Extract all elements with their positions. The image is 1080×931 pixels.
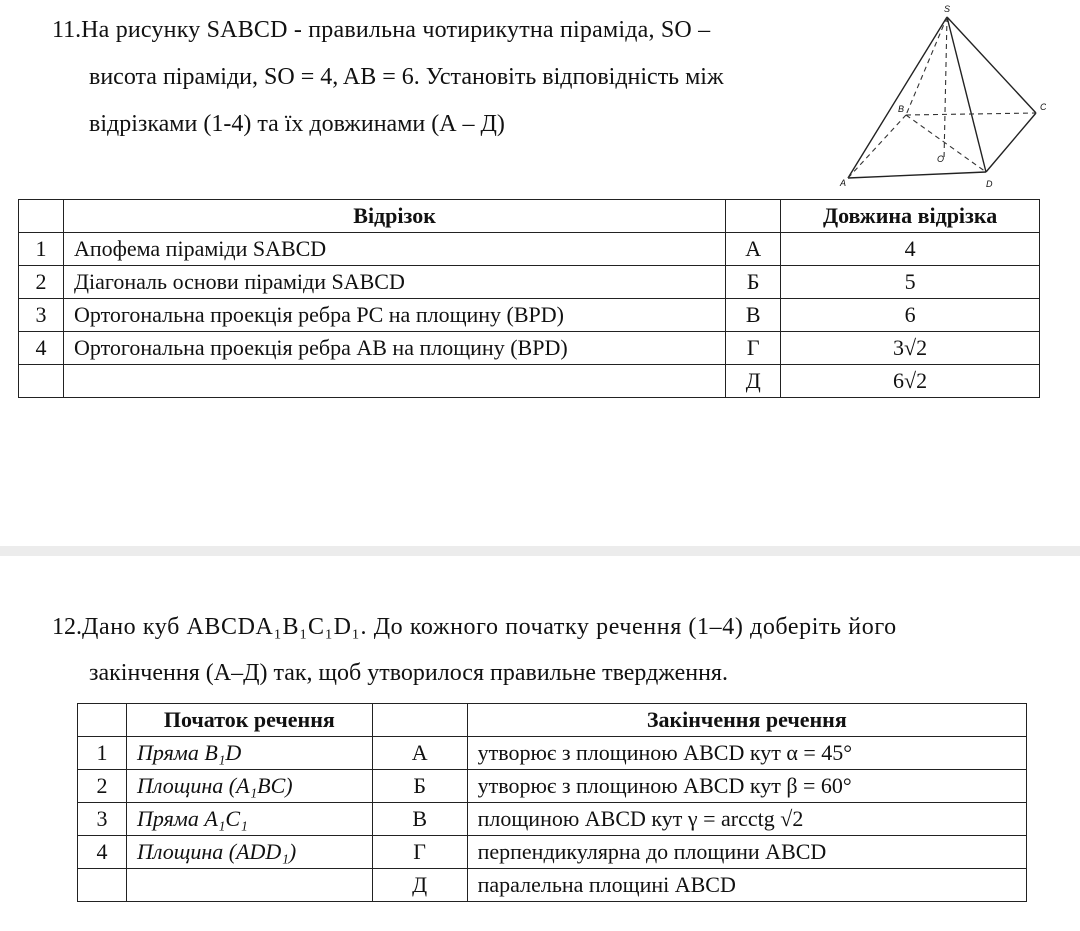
- row-number: 2: [78, 770, 127, 803]
- problem-11-line-2: висота піраміди, SO = 4, AB = 6. Установіть відповідність між: [89, 64, 724, 90]
- problem-11-number: 11.: [52, 17, 82, 43]
- table-row: [19, 266, 1040, 299]
- label-s: S: [944, 4, 951, 14]
- end-cell: утворює з площиною ABCD кут β = 60°: [467, 770, 1026, 803]
- table-row: [78, 836, 1027, 869]
- label-b: B: [898, 104, 905, 114]
- start-cell: Площина (A₁BC): [126, 770, 372, 803]
- letter-cell: А: [726, 233, 781, 266]
- table-row: [19, 299, 1040, 332]
- letter-cell: Д: [372, 869, 467, 902]
- length-cell: 6√2: [781, 365, 1040, 398]
- label-o: O: [937, 154, 945, 164]
- table-row: [78, 770, 1027, 803]
- row-number: [19, 365, 64, 398]
- length-cell: 5: [781, 266, 1040, 299]
- problem-11-line-1: [52, 13, 710, 47]
- label-d: D: [986, 179, 993, 189]
- length-cell: 4: [781, 233, 1040, 266]
- letter-cell: В: [372, 803, 467, 836]
- row-number: 3: [78, 803, 127, 836]
- segment-cell: Ортогональна проекція ребра AB на площину (BPD): [63, 332, 725, 365]
- problem-11-line-1-text: На рисунку SABCD - правильна чотирикутна піраміда, SO –: [81, 17, 711, 43]
- end-cell: перпендикулярна до площини ABCD: [467, 836, 1026, 869]
- problem-12-table: [77, 703, 1027, 902]
- row-number: 3: [19, 299, 64, 332]
- end-cell: паралельна площині ABCD: [467, 869, 1026, 902]
- letter-cell: Д: [726, 365, 781, 398]
- table-row: [78, 803, 1027, 836]
- segment-cell: Ортогональна проекція ребра PC на площину (BPD): [63, 299, 725, 332]
- table-row: [19, 365, 1040, 398]
- row-number: 1: [78, 737, 127, 770]
- header-end: Закінчення речення: [467, 704, 1026, 737]
- header-length: Довжина відрізка: [781, 200, 1040, 233]
- table-row: [19, 233, 1040, 266]
- letter-cell: Г: [726, 332, 781, 365]
- problem-12-line-1: [52, 610, 897, 644]
- problem-11-line-3: відрізками (1-4) та їх довжинами (А – Д): [89, 111, 505, 137]
- length-cell: 6: [781, 299, 1040, 332]
- segment-cell: Діагональ основи піраміди SABCD: [63, 266, 725, 299]
- table-row: [78, 869, 1027, 902]
- letter-cell: Г: [372, 836, 467, 869]
- length-cell: 3√2: [781, 332, 1040, 365]
- end-cell: площиною ABCD кут γ = arcctg √2: [467, 803, 1026, 836]
- problem-11-table: [18, 199, 1040, 398]
- problem-12-line-2: закінчення (А–Д) так, щоб утворилося правильне твердження.: [89, 660, 728, 686]
- row-number: [78, 869, 127, 902]
- header-start: Початок речення: [126, 704, 372, 737]
- label-c: C: [1040, 102, 1046, 112]
- row-number: 4: [78, 836, 127, 869]
- table-header-row: [78, 704, 1027, 737]
- table-row: [78, 737, 1027, 770]
- pyramid-figure: [836, 0, 1046, 195]
- end-cell: утворює з площиною ABCD кут α = 45°: [467, 737, 1026, 770]
- letter-cell: А: [372, 737, 467, 770]
- table-row: [19, 332, 1040, 365]
- start-cell: Пряма B₁D: [126, 737, 372, 770]
- segment-cell: Апофема піраміди SABCD: [63, 233, 725, 266]
- problem-12-line-1-text: Дано куб ABCDA₁B₁C₁D₁. До кожного початку речення (1–4) доберіть його: [82, 614, 897, 640]
- row-number: 4: [19, 332, 64, 365]
- row-number: 2: [19, 266, 64, 299]
- start-cell: Пряма A₁C₁: [126, 803, 372, 836]
- letter-cell: В: [726, 299, 781, 332]
- start-cell: Площина (ADD₁): [126, 836, 372, 869]
- start-cell: [126, 869, 372, 902]
- letter-cell: Б: [372, 770, 467, 803]
- row-number: 1: [19, 233, 64, 266]
- problem-12-number: 12.: [52, 614, 82, 640]
- header-segment: Відрізок: [63, 200, 725, 233]
- section-separator: [0, 546, 1080, 556]
- letter-cell: Б: [726, 266, 781, 299]
- table-header-row: [19, 200, 1040, 233]
- segment-cell: [63, 365, 725, 398]
- label-a: A: [840, 178, 847, 188]
